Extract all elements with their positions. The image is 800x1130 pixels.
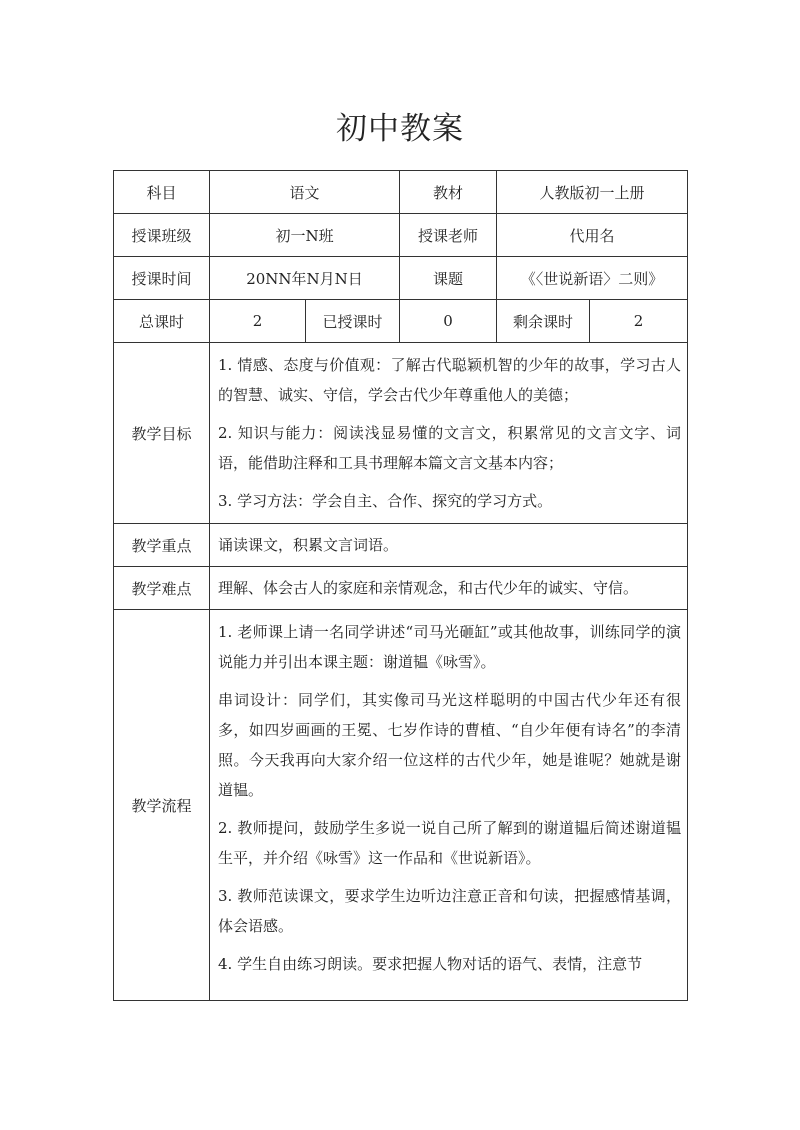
process-content — [210, 610, 688, 1001]
goal-item: 3. 学习方法：学会自主、合作、探究的学习方式。 — [218, 492, 553, 510]
lesson-plan-table — [113, 170, 688, 1001]
key-points-label: 教学重点 — [114, 524, 210, 567]
remaining-hours-value: 2 — [590, 300, 688, 343]
table-row — [114, 524, 688, 567]
textbook-label: 教材 — [400, 171, 497, 214]
subject-value: 语文 — [210, 171, 400, 214]
process-item: 串词设计：同学们，其实像司马光这样聪明的中国古代少年还有很多，如四岁画画的王冕、七岁作诗的曹植、“自少年便有诗名”的李清照。今天我再向大家介绍一位这样的古代少年，她是谁呢？她就是谢道韫。 — [218, 691, 682, 799]
table-row — [114, 171, 688, 214]
difficulty-text: 理解、体会古人的家庭和亲情观念，和古代少年的诚实、守信。 — [218, 579, 639, 597]
total-hours-label: 总课时 — [114, 300, 210, 343]
taught-hours-value: 0 — [400, 300, 497, 343]
teacher-value: 代用名 — [497, 214, 688, 257]
table-row — [114, 214, 688, 257]
difficulty-label: 教学难点 — [114, 567, 210, 610]
process-item: 4. 学生自由练习朗读。要求把握人物对话的语气、表情，注意节 — [218, 955, 643, 973]
class-value: 初一N班 — [210, 214, 400, 257]
goal-item: 1. 情感、态度与价值观：了解古代聪颖机智的少年的故事，学习古人的智慧、诚实、守信，学会古代少年尊重他人的美德； — [218, 356, 682, 404]
key-points-text: 诵读课文，积累文言词语。 — [218, 536, 399, 554]
process-item: 3. 教师范读课文，要求学生边听边注意正音和句读，把握感情基调，体会语感。 — [218, 887, 682, 935]
table-row — [114, 257, 688, 300]
process-item: 1. 老师课上请一名同学讲述“司马光砸缸”或其他故事，训练同学的演说能力并引出本课主题：谢道韫《咏雪》。 — [218, 623, 682, 671]
total-hours-value: 2 — [210, 300, 306, 343]
process-label: 教学流程 — [114, 610, 210, 1001]
key-points-value — [210, 524, 688, 567]
table-row — [114, 300, 688, 343]
goals-label: 教学目标 — [114, 343, 210, 524]
teacher-label: 授课老师 — [400, 214, 497, 257]
table-row — [114, 610, 688, 1001]
subject-label: 科目 — [114, 171, 210, 214]
process-item: 2. 教师提问，鼓励学生多说一说自己所了解到的谢道韫后简述谢道韫生平，并介绍《咏雪》这一作品和《世说新语》。 — [218, 819, 682, 867]
difficulty-value — [210, 567, 688, 610]
time-value: 20NN年N月N日 — [210, 257, 400, 300]
remaining-hours-label: 剩余课时 — [497, 300, 590, 343]
class-label: 授课班级 — [114, 214, 210, 257]
topic-label: 课题 — [400, 257, 497, 300]
topic-value: 《〈世说新语〉二则》 — [497, 257, 688, 300]
textbook-value: 人教版初一上册 — [497, 171, 688, 214]
table-row — [114, 567, 688, 610]
table-row — [114, 343, 688, 524]
goal-item: 2. 知识与能力：阅读浅显易懂的文言文，积累常见的文言文字、词语，能借助注释和工具书理解本篇文言文基本内容； — [218, 424, 682, 472]
page-title: 初中教案 — [336, 111, 464, 147]
time-label: 授课时间 — [114, 257, 210, 300]
taught-hours-label: 已授课时 — [306, 300, 400, 343]
goals-content — [210, 343, 688, 524]
